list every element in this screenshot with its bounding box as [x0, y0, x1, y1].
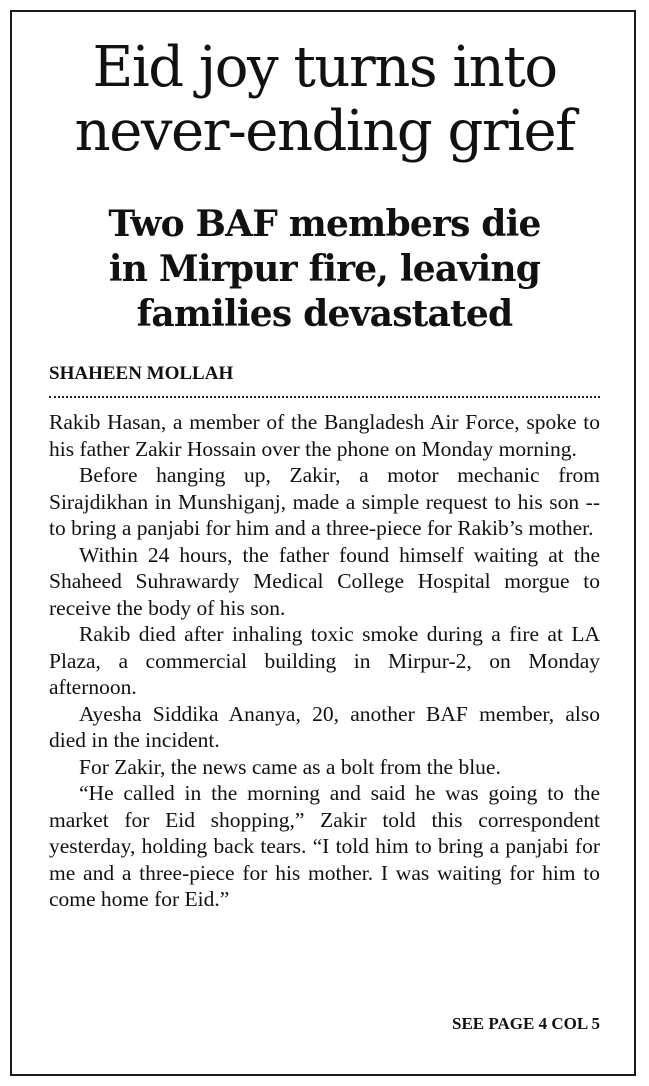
paragraph: “He called in the morning and said he was going to the market for Eid shopping,” Zakir told this correspondent yesterday, holding back tears. “I told him to bring a panjabi for me and a three-piece for his mother. I was waiting for him to come home for Eid.”: [49, 781, 600, 911]
paragraph: Before hanging up, Zakir, a motor mechanic from Sirajdikhan in Munshiganj, made a simple request to his son -- to bring a panjabi for him and a three-piece for Rakib’s mother.: [49, 463, 600, 540]
continuation-jump: SEE PAGE 4 COL 5: [452, 1014, 600, 1033]
headline-line-2: never-ending grief: [74, 99, 575, 164]
subheadline: [0, 202, 649, 337]
paragraph: Ayesha Siddika Ananya, 20, another BAF member, also died in the incident.: [49, 701, 600, 752]
dotted-divider: [49, 396, 600, 398]
headline-line-1: Eid joy turns into: [92, 35, 557, 100]
byline: SHAHEEN MOLLAH: [49, 363, 234, 384]
paragraph: Within 24 hours, the father found himself waiting at the Shaheed Suhrawardy Medical College Hospital morgue to receive the body of his son.: [49, 542, 600, 620]
headline: [0, 36, 649, 164]
subheadline-line-3: families devastated: [136, 293, 513, 335]
paragraph: Rakib died after inhaling toxic smoke during a fire at LA Plaza, a commercial building in Mirpur-2, on Monday afternoon.: [49, 622, 600, 699]
subheadline-line-2: in Mirpur fire, leaving: [108, 248, 541, 290]
paragraph: For Zakir, the news came as a bolt from the blue.: [79, 754, 501, 779]
subheadline-line-1: Two BAF members die: [108, 203, 541, 245]
article-body: [49, 409, 600, 913]
paragraph: Rakib Hasan, a member of the Bangladesh Air Force, spoke to his father Zakir Hossain over the phone on Monday morning.: [49, 410, 600, 461]
